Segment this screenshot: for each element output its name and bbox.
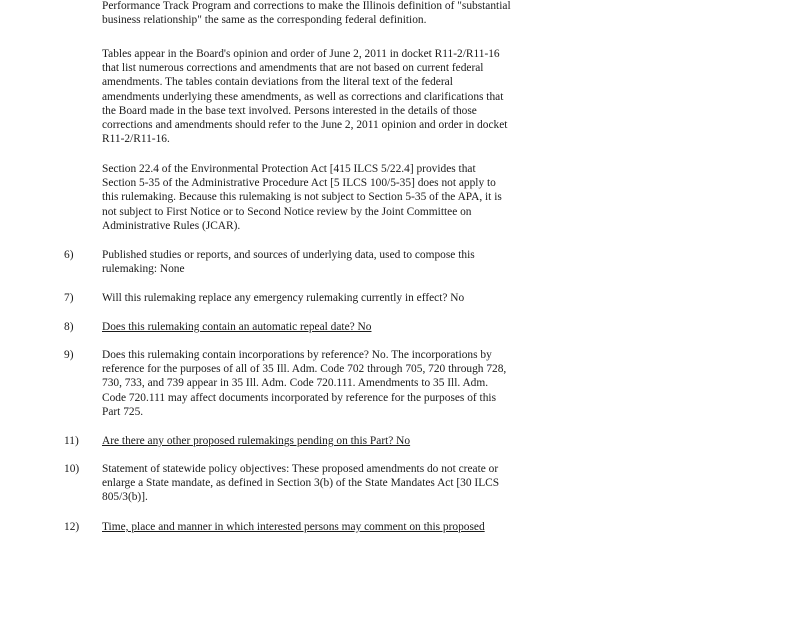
- text-line: business relationship" the same as the corresponding federal definition.: [102, 14, 427, 27]
- item-number: 9): [64, 349, 74, 361]
- text-line: Tables appear in the Board's opinion and order of June 2, 2011 in docket R11-2/R11-16: [102, 48, 500, 60]
- text-line: enlarge a State mandate, as defined in Section 3(b) of the State Mandates Act [30 ILCS: [102, 477, 500, 490]
- item-number: 7): [64, 292, 74, 304]
- intro-paragraph-1: [102, 0, 534, 27]
- text-line: 805/3(b)].: [102, 491, 148, 504]
- text-line: reference for the purposes of all of 35 Ill. Adm. Code 702 through 705, 720 through 728,: [102, 363, 507, 376]
- text-line: that list numerous corrections and amendments that are not based on current federal: [102, 62, 484, 75]
- text-line: Administrative Rules (JCAR).: [102, 219, 241, 232]
- text-line: the Board made in the base text involved. Persons interested in the details of those: [102, 104, 477, 117]
- text-line: amendments. The tables contain deviations from the literal text of the federal: [102, 76, 453, 89]
- item-number: 11): [64, 435, 79, 447]
- text-line: Time, place and manner in which interested persons may comment on this proposed: [102, 521, 485, 533]
- text-line: not subject to First Notice or to Second Notice review by the Joint Committee on: [102, 205, 472, 218]
- item-number: 8): [64, 321, 74, 333]
- text-line: Part 725.: [102, 405, 144, 418]
- text-line: R11-2/R11-16.: [102, 133, 170, 146]
- item-number: 12): [64, 521, 80, 533]
- item-number: 10): [64, 463, 80, 475]
- item-number: 6): [64, 249, 74, 261]
- text-line: 730, 733, and 739 appear in 35 Ill. Adm. Code 720.111. Amendments to 35 Ill. Adm.: [102, 377, 489, 390]
- text-line: this rulemaking. Because this rulemaking is not subject to Section 5-35 of the APA, it is: [102, 191, 502, 204]
- intro-paragraph-3: [102, 162, 534, 233]
- text-line: Are there any other proposed rulemakings pending on this Part? No: [102, 435, 411, 447]
- text-line: Published studies or reports, and sources of underlying data, used to compose this: [102, 249, 475, 261]
- text-line: corrections and amendments should refer to the June 2, 2011 opinion and order in docket: [102, 119, 508, 132]
- text-line: Does this rulemaking contain an automatic repeal date? No: [102, 321, 372, 333]
- text-line: amendments underlying these amendments, as well as corrections and clarifications that: [102, 90, 504, 103]
- text-line: Code 720.111 may affect documents incorporated by reference for the purposes of this: [102, 391, 497, 404]
- text-line: Statement of statewide policy objectives: These proposed amendments do not create or: [102, 463, 499, 475]
- text-line: Will this rulemaking replace any emergency rulemaking currently in effect? No: [102, 292, 465, 304]
- text-line: Performance Track Program and corrections to make the Illinois definition of "substantial: [102, 0, 511, 12]
- text-line: Does this rulemaking contain incorporations by reference? No. The incorporations by: [102, 349, 492, 361]
- text-line: Section 5-35 of the Administrative Procedure Act [5 ILCS 100/5-35] does not apply to: [102, 177, 496, 190]
- text-line: rulemaking: None: [102, 263, 185, 276]
- intro-paragraph-2: [102, 47, 534, 146]
- text-line: Section 22.4 of the Environmental Protection Act [415 ILCS 5/22.4] provides that: [102, 163, 476, 175]
